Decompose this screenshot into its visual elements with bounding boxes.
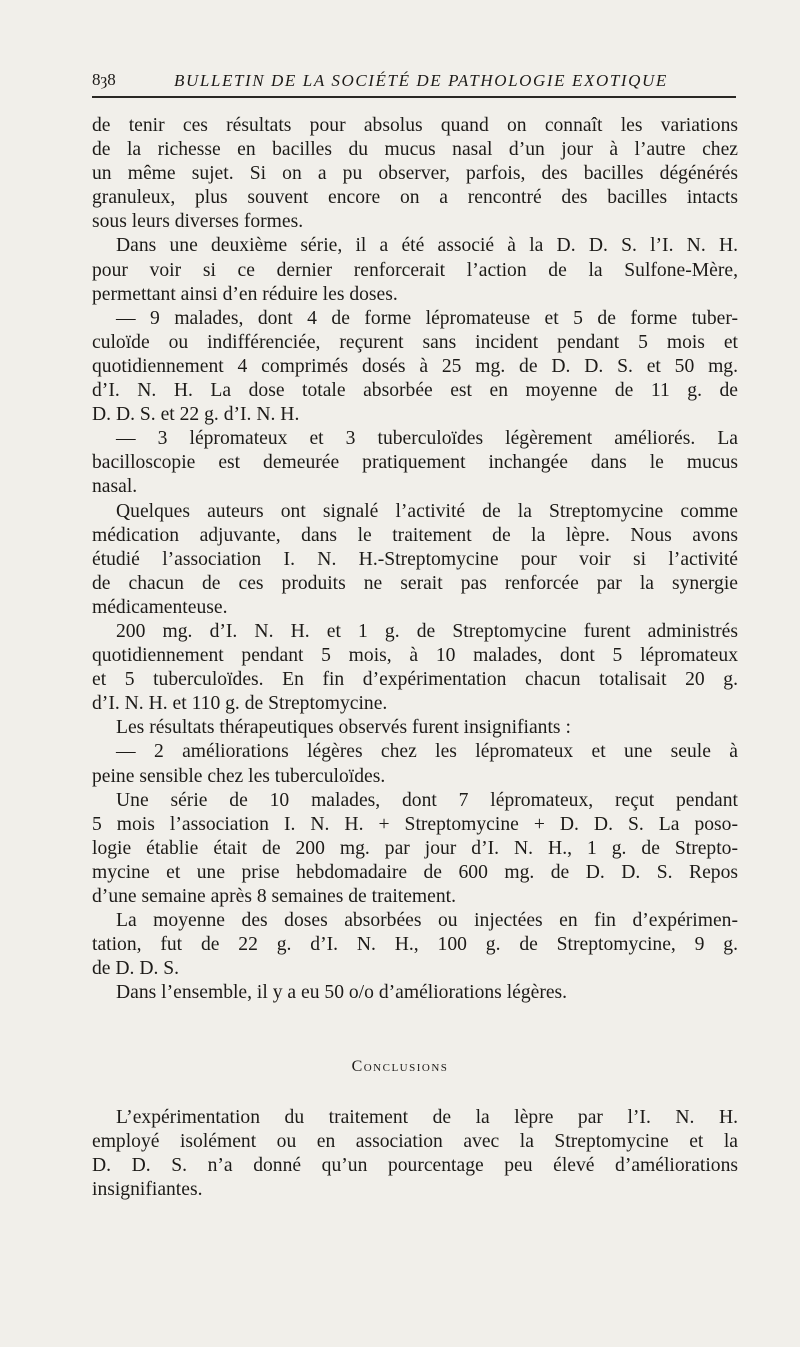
text-line: sous leurs diverses formes. (92, 211, 304, 233)
body-text (92, 114, 738, 1005)
text-line: de chacun de ces produits ne serait pas renforcée par la synergie (92, 572, 738, 594)
page-number: 8ȝ8 (92, 70, 116, 89)
text-line: Les résultats thérapeutiques observés furent insignifiants : (116, 717, 571, 739)
text-line: La moyenne des doses absorbées ou injectées en fin d’expérimen- (116, 910, 738, 932)
text-line: D. D. S. n’a donné qu’un pourcentage peu élevé d’améliorations (92, 1155, 738, 1177)
text-line: d’I. N. H. La dose totale absorbée est en moyenne de 11 g. de (92, 380, 738, 402)
text-line: de la richesse en bacilles du mucus nasal d’un jour à l’autre chez (92, 139, 738, 161)
text-line: d’une semaine après 8 semaines de traitement. (92, 886, 456, 907)
text-line: culoïde ou indifférenciée, reçurent sans incident pendant 5 mois et (92, 331, 738, 353)
text-line: quotidiennement pendant 5 mois, à 10 malades, dont 5 lépromateux (92, 645, 738, 667)
text-line: 5 mois l’association I. N. H. + Streptomycine + D. D. S. La poso- (92, 813, 738, 835)
text-line: médication adjuvante, dans le traitement de la lèpre. Nous avons (92, 524, 738, 546)
text-line: permettant ainsi d’en réduire les doses. (92, 283, 398, 305)
page-header (92, 66, 736, 98)
text-line: médicamenteuse. (92, 596, 228, 618)
text-line: de D. D. S. (92, 958, 180, 980)
text-line: logie établie était de 200 mg. par jour d’I. N. H., 1 g. de Strepto- (92, 837, 738, 859)
text-line: un même sujet. Si on a pu observer, parfois, des bacilles dégénérés (92, 163, 738, 185)
text-line: Une série de 10 malades, dont 7 lépromateux, reçut pendant (116, 789, 738, 811)
text-line: D. D. S. et 22 g. d’I. N. H. (92, 404, 300, 426)
text-line: granuleux, plus souvent encore on a rencontré des bacilles intacts (92, 187, 738, 209)
text-line: Dans une deuxième série, il a été associé à la D. D. S. l’I. N. H. (116, 235, 738, 257)
text-line: de tenir ces résultats pour absolus quand on connaît les variations (92, 115, 738, 136)
text-line: Dans l’ensemble, il y a eu 50 o/o d’améliorations légères. (116, 982, 568, 1004)
text-line: — 9 malades, dont 4 de forme lépromateuse et 5 de forme tuber- (116, 307, 738, 329)
text-line: pour voir si ce dernier renforcerait l’action de la Sulfone-Mère, (92, 259, 738, 281)
text-line: mycine et une prise hebdomadaire de 600 mg. de D. D. S. Repos (92, 861, 738, 883)
text-line: — 3 lépromateux et 3 tuberculoïdes légèrement améliorés. La (116, 428, 738, 450)
section-heading: Conclusions (351, 1058, 449, 1075)
text-line: employé isolément ou en association avec la Streptomycine et la (92, 1131, 738, 1153)
text-line: tation, fut de 22 g. d’I. N. H., 100 g. de Streptomycine, 9 g. (92, 934, 738, 956)
text-line: insignifiantes. (92, 1179, 203, 1201)
text-line: peine sensible chez les tuberculoïdes. (92, 765, 386, 787)
conclusion-text (92, 1106, 738, 1202)
running-title: BULLETIN DE LA SOCIÉTÉ DE PATHOLOGIE EXOTIQUE (174, 71, 668, 90)
text-line: bacilloscopie est demeurée pratiquement inchangée dans le mucus (92, 452, 738, 474)
text-line: et 5 tuberculoïdes. En fin d’expérimentation chacun totalisait 20 g. (92, 669, 738, 691)
text-line: nasal. (92, 476, 138, 498)
text-line: Quelques auteurs ont signalé l’activité de la Streptomycine comme (116, 500, 738, 522)
text-line: 200 mg. d’I. N. H. et 1 g. de Streptomycine furent administrés (116, 620, 738, 642)
text-line: d’I. N. H. et 110 g. de Streptomycine. (92, 693, 388, 715)
text-line: L’expérimentation du traitement de la lèpre par l’I. N. H. (116, 1107, 738, 1128)
text-line: quotidiennement 4 comprimés dosés à 25 mg. de D. D. S. et 50 mg. (92, 355, 738, 377)
text-line: — 2 améliorations légères chez les lépromateux et une seule à (116, 741, 738, 763)
text-line: étudié l’association I. N. H.-Streptomycine pour voir si l’activité (92, 548, 738, 570)
